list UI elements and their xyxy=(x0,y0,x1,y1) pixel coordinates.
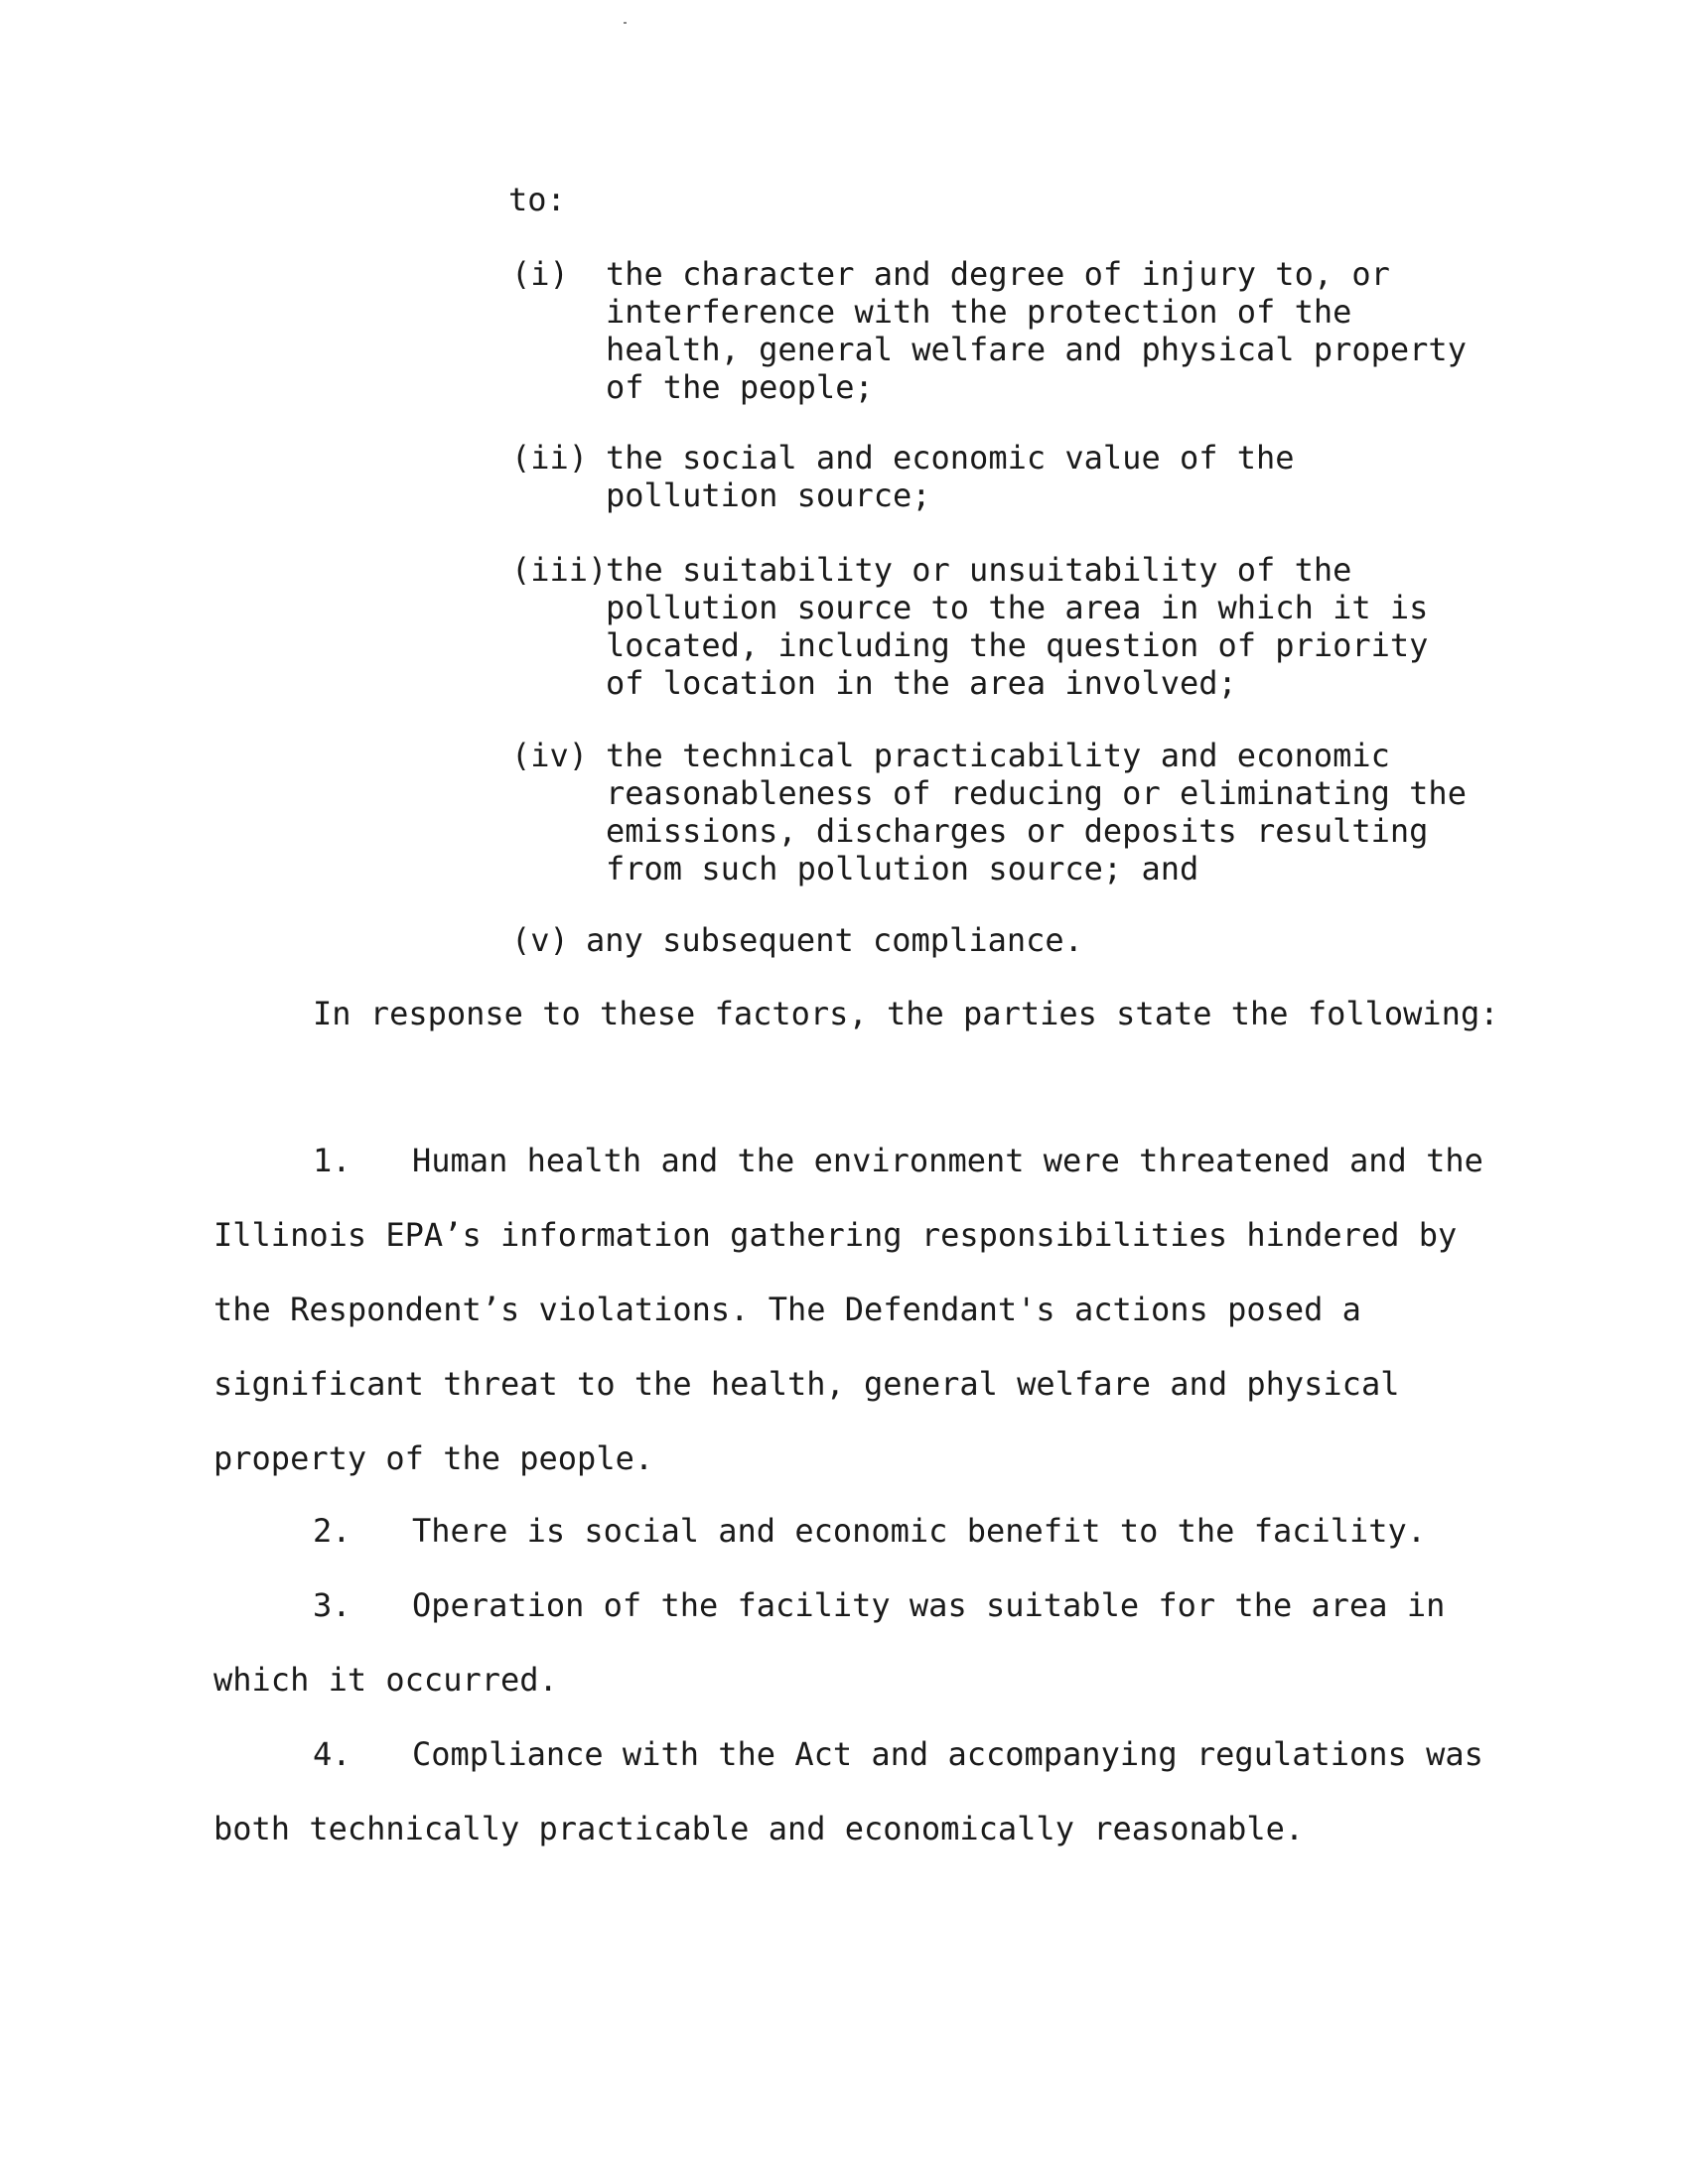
scan-speck xyxy=(624,22,627,24)
finding-2-number: 2. xyxy=(313,1512,351,1550)
finding-4-paragraph xyxy=(213,1717,1504,1866)
finding-4-text: Compliance with the Act and accompanying regulations was both technically practicable and economically reasonable. xyxy=(213,1735,1483,1847)
response-intro-paragraph: In response to these factors, the parties state the following: xyxy=(313,995,1499,1032)
factor-i-text: the character and degree of injury to, or interference with the protection of the health, general welfare and physical property of the people; xyxy=(606,255,1467,406)
factor-iii-text: the suitability or unsuitability of the pollution source to the area in which it is located, including the question of priority of location in the area involved; xyxy=(606,551,1429,702)
factor-ii-text: the social and economic value of the pollution source; xyxy=(606,439,1295,514)
factor-ii-label: (ii) xyxy=(511,439,589,477)
finding-4-number: 4. xyxy=(313,1735,351,1773)
finding-2-text: There is social and economic benefit to the facility. xyxy=(412,1512,1427,1550)
factor-v-label: (v) xyxy=(511,921,569,959)
finding-3-text: Operation of the facility was suitable for the area in which it occurred. xyxy=(213,1586,1446,1699)
finding-3-paragraph xyxy=(213,1569,1504,1717)
factor-iv-label: (iv) xyxy=(511,737,589,774)
factor-i-label: (i) xyxy=(511,255,569,293)
factor-iii-label: (iii) xyxy=(511,551,608,589)
intro-text: to: xyxy=(508,181,566,218)
finding-1-paragraph xyxy=(213,1124,1504,1496)
factor-iv-text: the technical practicability and economic reasonableness of reducing or eliminating the emissions, discharges or deposits resulting from such pollution source; and xyxy=(606,737,1467,887)
finding-3-number: 3. xyxy=(313,1586,351,1624)
factor-v-text: any subsequent compliance. xyxy=(586,921,1083,959)
finding-2-paragraph xyxy=(213,1494,1504,1569)
finding-1-text: Human health and the environment were threatened and the Illinois EPA’s information gathering responsibilities hindered by the Respondent’s violations. The Defendant's actions posed a significant threat to the health, general welfare and physical property of the people. xyxy=(213,1142,1483,1477)
finding-1-number: 1. xyxy=(313,1142,351,1179)
